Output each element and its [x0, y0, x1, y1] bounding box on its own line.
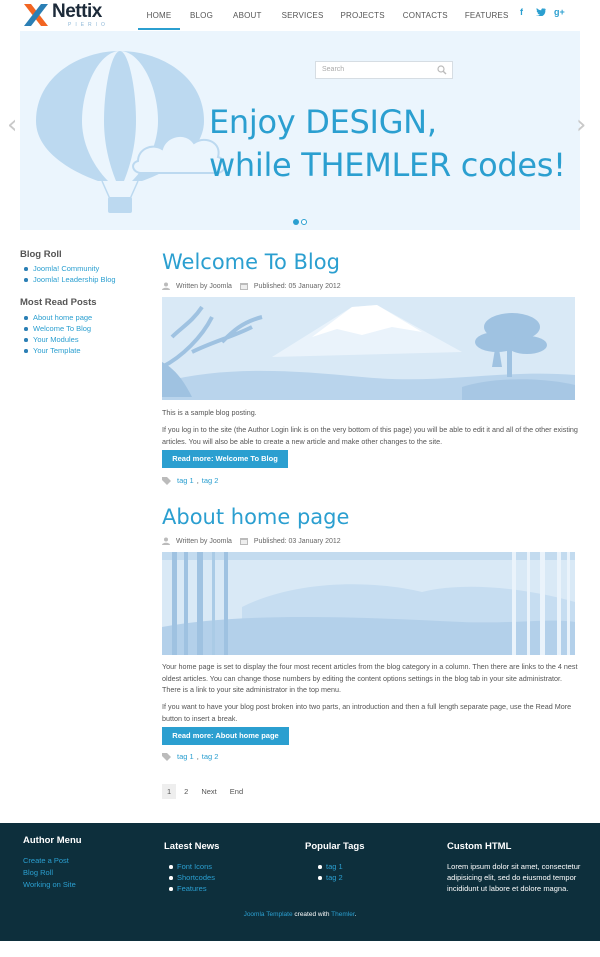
logo[interactable] [22, 2, 124, 28]
most-read-link[interactable]: Your Template [24, 345, 92, 356]
blog-roll-list [24, 263, 116, 285]
most-read-list [24, 312, 92, 356]
footer-link[interactable]: Features [169, 883, 219, 894]
article-tags: tag 1 , tag 2 [162, 752, 218, 761]
pagination [162, 784, 251, 799]
most-read-title: Most Read Posts [20, 297, 97, 308]
slide-headline-2: while THEMLER codes! [209, 146, 566, 184]
blog-roll-title: Blog Roll [20, 249, 62, 260]
article-image-landscape [162, 297, 575, 400]
article-title[interactable]: About home page [162, 505, 350, 529]
footer-heading: Latest News [164, 841, 220, 852]
article-image-bamboo [162, 552, 575, 655]
footer-popular-tags [305, 841, 364, 883]
article-date: Published: 03 January 2012 [253, 537, 341, 545]
facebook-icon[interactable]: f [520, 7, 523, 17]
user-icon [162, 537, 170, 545]
footer-link[interactable]: tag 2 [318, 872, 364, 883]
slider-dot-2[interactable] [301, 219, 307, 225]
tag-link[interactable]: tag 1 [177, 752, 194, 761]
footer-heading: Author Menu [23, 835, 82, 846]
article-author: Written by Joomla [176, 282, 232, 290]
user-icon [162, 282, 170, 290]
blog-roll-link[interactable]: Joomla! Leadership Blog [24, 274, 116, 285]
nav-home[interactable]: HOME [138, 0, 180, 30]
tag-icon [162, 753, 171, 761]
footer-custom-html [447, 841, 582, 894]
main-nav [138, 0, 509, 30]
tag-icon [162, 477, 171, 485]
page-next[interactable]: Next [201, 787, 217, 796]
tag-link[interactable]: tag 2 [201, 752, 219, 761]
footer-link[interactable]: tag 1 [318, 861, 364, 872]
footer-heading: Custom HTML [447, 841, 512, 852]
slider-prev-arrow[interactable]: ‹ [7, 110, 18, 140]
themler-link[interactable]: Themler [331, 911, 355, 918]
nav-contacts[interactable]: CONTACTS [402, 11, 448, 20]
article-paragraph: Your home page is set to display the four most recent articles from the blog category in a column. Then there are links to the 4 nest oldest articles. You can change those numbers by editing the content options settings in the blog tab in your site administrator. There is a link to your site administrator in the top menu. [162, 662, 578, 694]
most-read-link[interactable]: Your Modules [24, 334, 92, 345]
search-box[interactable] [315, 61, 453, 79]
joomla-template-link[interactable]: Joomla Template [243, 911, 293, 918]
page-2[interactable]: 2 [184, 787, 189, 796]
logo-tagline: PIERIO [68, 22, 109, 28]
article-paragraph: If you log in to the site (the Author Login link is on the very bottom of this page) you will be able to edit it and all of the other existing articles. You will also be able to create a new article and make other changes to the site. [162, 425, 578, 446]
footer-link[interactable]: Working on Site [23, 880, 76, 889]
footer-link[interactable]: Create a Post [23, 856, 69, 865]
logo-x-icon [22, 2, 50, 28]
nav-projects[interactable]: PROJECTS [340, 11, 385, 20]
nav-services[interactable]: SERVICES [281, 11, 324, 20]
slider-next-arrow[interactable]: › [576, 110, 587, 140]
footer-link[interactable]: Blog Roll [23, 868, 54, 877]
article-tags: tag 1 , tag 2 [162, 476, 218, 485]
nav-about[interactable]: ABOUT [233, 11, 262, 20]
site-footer [0, 823, 600, 941]
footer-heading: Popular Tags [305, 841, 365, 852]
copyright-text: created with [292, 911, 332, 918]
most-read-link[interactable]: About home page [24, 312, 92, 323]
page-end[interactable]: End [229, 787, 244, 796]
copyright-end: . [354, 911, 357, 918]
twitter-icon[interactable] [536, 8, 546, 16]
blog-roll-link[interactable]: Joomla! Community [24, 263, 116, 274]
article-date: Published: 05 January 2012 [253, 282, 341, 290]
copyright [0, 911, 600, 918]
site-header [0, 0, 600, 30]
read-more-button[interactable]: Read more: About home page [162, 727, 289, 745]
search-placeholder: Search [322, 66, 345, 73]
article-meta [162, 282, 341, 290]
most-read-link[interactable]: Welcome To Blog [24, 323, 92, 334]
read-more-button[interactable]: Read more: Welcome To Blog [162, 450, 288, 468]
google-plus-icon[interactable]: g+ [554, 7, 565, 17]
article-meta [162, 537, 341, 545]
footer-author-menu [23, 835, 82, 891]
article-author: Written by Joomla [176, 537, 232, 545]
slider-dot-1[interactable] [293, 219, 299, 225]
article-title[interactable]: Welcome To Blog [162, 250, 340, 274]
article-paragraph: This is a sample blog posting. [162, 408, 257, 417]
nav-blog[interactable]: BLOG [190, 11, 214, 20]
footer-link[interactable]: Shortcodes [169, 872, 219, 883]
search-icon[interactable] [437, 65, 447, 75]
footer-link[interactable]: Font Icons [169, 861, 219, 872]
calendar-icon [240, 537, 248, 545]
hero-slider [20, 31, 580, 230]
nav-features[interactable]: FEATURES [464, 11, 509, 20]
page-1[interactable]: 1 [162, 784, 176, 799]
logo-text: Nettix [52, 1, 102, 22]
article-paragraph: If you want to have your blog post broken into two parts, an introduction and then a full length separate page, use the Read More button to insert a break. [162, 702, 572, 723]
tag-link[interactable]: tag 2 [201, 476, 219, 485]
slide-headline-1: Enjoy DESIGN, [209, 103, 437, 141]
tag-link[interactable]: tag 1 [177, 476, 194, 485]
calendar-icon [240, 282, 248, 290]
footer-custom-text: Lorem ipsum dolor sit amet, consectetur adipisicing elit, sed do eiusmod tempor incididunt ut labore et dolore magna. [447, 862, 581, 893]
footer-latest-news [164, 841, 219, 894]
